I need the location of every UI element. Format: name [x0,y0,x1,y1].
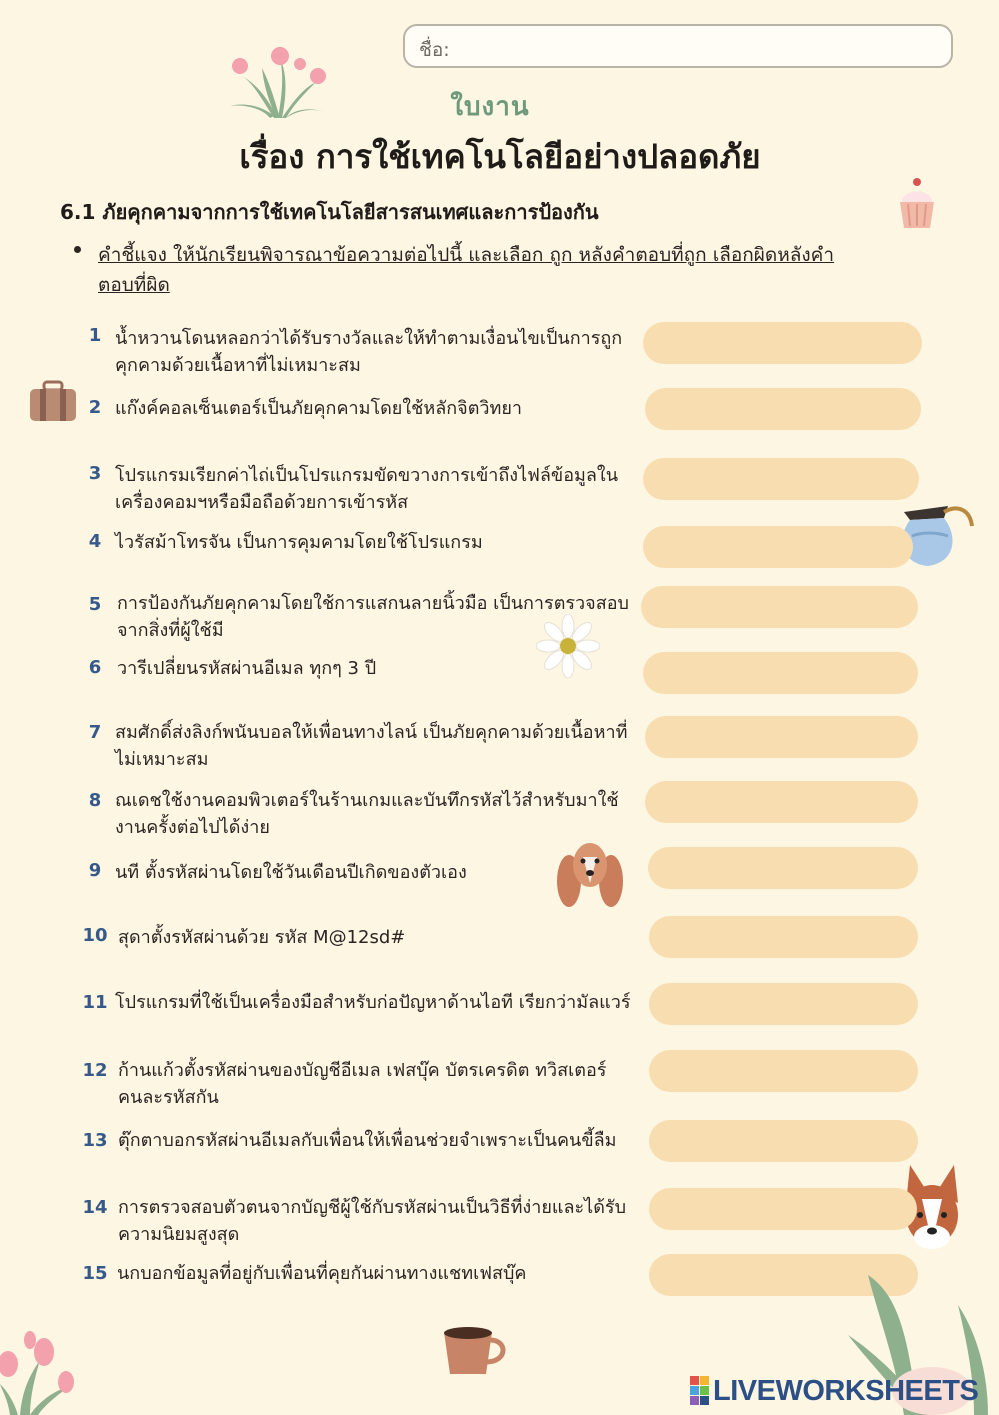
liveworksheets-mark-icon [690,1376,710,1406]
question-number: 2 [88,397,102,418]
question-text: การป้องกันภัยคุกคามโดยใช้การแสกนลายนิ้วมือ เป็นการตรวจสอบจากสิ่งที่ผู้ใช้มี [117,593,629,641]
answer-dropdown[interactable] [648,847,918,889]
question-number: 3 [88,463,102,484]
question-text: โปรแกรมเรียกค่าไถ่เป็นโปรแกรมขัดขวางการเข้าถึงไฟล์ข้อมูลในเครื่องคอมฯหรือมือถือด้วยการเข้ารหัส [115,465,618,513]
question-text: แก๊งค์คอลเซ็นเตอร์เป็นภัยคุกคามโดยใช้หลักจิตวิทยา [115,398,523,419]
question-number: 1 [88,325,102,346]
question-number: 4 [88,531,102,552]
question-number: 12 [82,1060,108,1081]
answer-dropdown[interactable] [643,458,919,500]
answer-dropdown[interactable] [643,526,913,568]
answer-dropdown[interactable] [649,1120,918,1162]
answer-dropdown[interactable] [645,388,921,430]
answer-dropdown[interactable] [649,983,918,1025]
question-number: 5 [88,594,102,615]
answer-dropdown[interactable] [649,1050,918,1092]
question-number: 7 [88,722,102,743]
question-text: สมศักดิ์ส่งลิงก์พนันบอลให้เพื่อนทางไลน์ เป็นภัยคุกคามด้วยเนื้อหาที่ไม่เหมาะสม [115,722,628,770]
answer-dropdown[interactable] [649,916,918,958]
name-input[interactable] [403,24,953,68]
liveworksheets-brand: LIVEWORKSHEETS [713,1374,979,1407]
answer-dropdown[interactable] [645,781,918,823]
cupcake-icon [896,168,938,232]
answer-dropdown[interactable] [641,586,918,628]
tulip-plant-icon [0,1320,86,1415]
question-text: ไวรัสม้าโทรจัน เป็นการคุมคามโดยใช้โปรแกรม [115,532,483,553]
page-title: เรื่อง การใช้เทคโนโลยีอย่างปลอดภัย [239,137,761,176]
answer-dropdown[interactable] [649,1188,917,1230]
question-text: นกบอกข้อมูลที่อยู่กับเพื่อนที่คุยกันผ่านทางแชทเฟสบุ๊ค [117,1263,527,1284]
answer-dropdown[interactable] [643,652,918,694]
question-text: ก้านแก้วตั้งรหัสผ่านของบัญชีอีเมล เฟสบุ๊ค บัตรเครดิต ทวิสเตอร์คนละรหัสกัน [118,1060,607,1108]
question-text: โปรแกรมที่ใช้เป็นเครื่องมือสำหรับก่อปัญหาด้านไอที เรียกว่ามัลแวร์ [115,992,631,1013]
liveworksheets-logo [690,1373,978,1409]
question-text: ตุ๊กตาบอกรหัสผ่านอีเมลกับเพื่อนให้เพื่อนช่วยจำเพราะเป็นคนขี้ลืม [118,1130,617,1151]
bullet [74,246,81,253]
question-number: 8 [88,790,102,811]
name-label: ชื่อ: [419,39,450,61]
question-text: น้ำหวานโดนหลอกว่าได้รับรางวัลและให้ทำตามเงื่อนไขเป็นการถูกคุกคามด้วยเนื้อหาที่ไม่เหมาะสม [115,328,623,376]
question-text: การตรวจสอบตัวตนจากบัญชีผู้ใช้กับรหัสผ่านเป็นวิธีที่ง่ายและได้รับความนิยมสูงสุด [118,1197,627,1245]
question-number: 15 [82,1263,108,1284]
question-text: นที ตั้งรหัสผ่านโดยใช้วันเดือนปีเกิดของตัวเอง [115,862,467,883]
suitcase-icon [28,380,78,424]
section-title: 6.1 ภัยคุกคามจากการใช้เทคโนโลยีสารสนเทศและการป้องกัน [60,200,599,224]
question-number: 14 [82,1197,108,1218]
question-text: วารีเปลี่ยนรหัสผ่านอีเมล ทุกๆ 3 ปี [117,658,377,679]
question-number: 13 [82,1130,108,1151]
coffee-cup-icon [440,1322,510,1378]
worksheet-label: ใบงาน [450,92,530,122]
instruction-text: คำชี้แจง ให้นักเรียนพิจารณาข้อความต่อไปนี้ และเลือก ถูก หลังคำตอบที่ถูก เลือกผิดหลังคำตอบที่ผิด [98,244,835,296]
question-number: 11 [82,992,108,1013]
question-number: 10 [82,925,108,946]
answer-dropdown[interactable] [645,716,918,758]
question-number: 6 [88,657,102,678]
question-text: ณเดชใช้งานคอมพิวเตอร์ในร้านเกมและบันทึกรหัสไว้สำหรับมาใช้งานครั้งต่อไปได้ง่าย [115,790,619,838]
question-number: 9 [88,860,102,881]
question-text: สุดาตั้งรหัสผ่านด้วย รหัส M@12sd# [118,927,406,948]
answer-dropdown[interactable] [643,322,922,364]
